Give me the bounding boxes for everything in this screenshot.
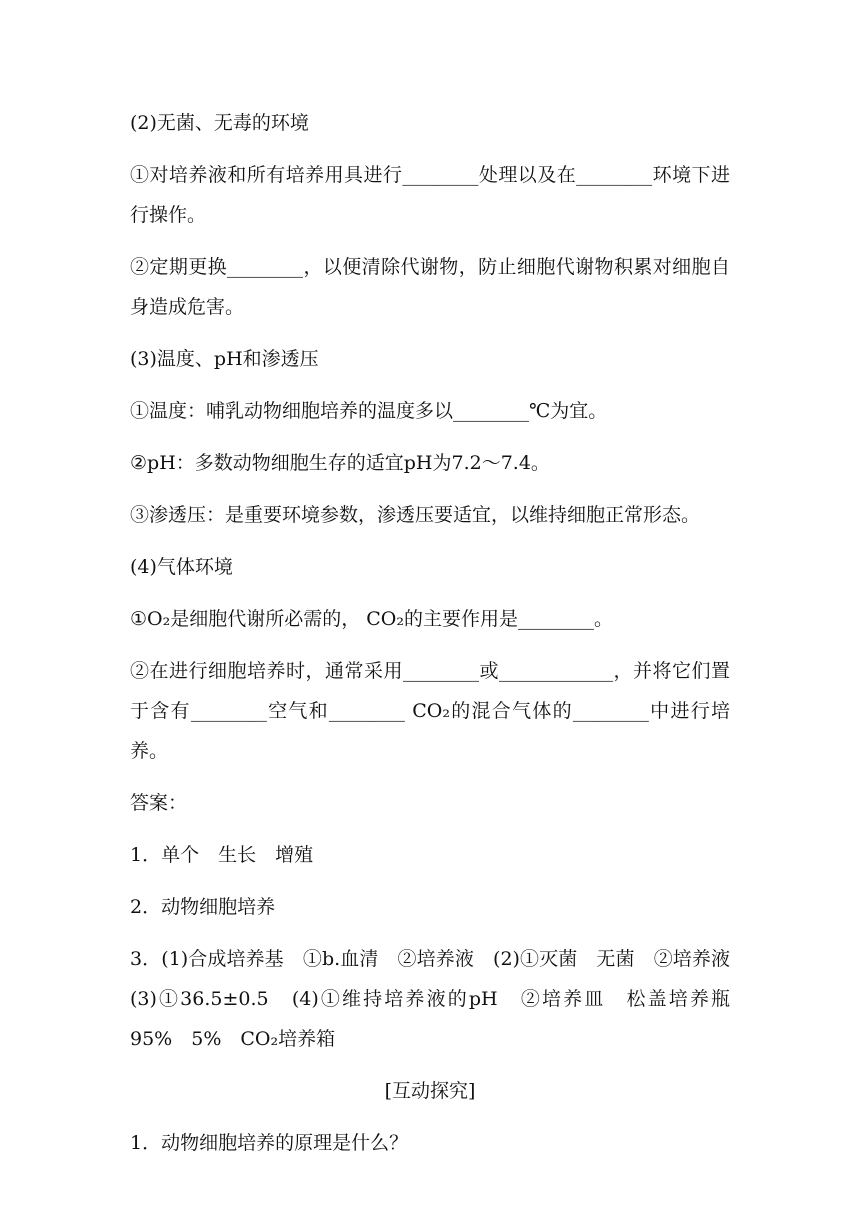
answer-label: 答案： [130,792,188,814]
section-title-interactive-inquiry: [互动探究] [384,1080,476,1102]
gas-item-1: ①O₂是细胞代谢所必需的， CO₂的主要作用是________。 [130,608,613,630]
answer-3: 3．(1)合成培养基 ①b.血清 ②培养液 (2)①灭菌 无菌 ②培养液 (3)①36.5±0.5 (4)①维持培养液的pH ②培养皿 松盖培养瓶 95% 5% CO₂培养箱 [130,948,750,1050]
section-heading-temperature-ph: (3)温度、pH和渗透压 [130,348,319,370]
ph-item: ②pH：多数动物细胞生存的适宜pH为7.2～7.4。 [130,452,550,474]
gas-item-2: ②在进行细胞培养时，通常采用________或____________，并将它们置于含有________空气和________ CO₂的混合气体的________中进行培养。 [130,660,730,762]
section-heading-sterile-environment: (2)无菌、无毒的环境 [130,112,309,134]
document-body [130,103,750,1175]
answer-1: 1．单个 生长 增殖 [130,844,314,866]
temperature-item: ①温度：哺乳动物细胞培养的温度多以________℃为宜。 [130,400,608,422]
sterile-item-2: ②定期更换________，以便清除代谢物，防止细胞代谢物积累对细胞自身造成危害。 [130,256,730,318]
answer-2: 2．动物细胞培养 [130,896,276,918]
osmotic-pressure-item: ③渗透压：是重要环境参数，渗透压要适宜，以维持细胞正常形态。 [130,504,701,526]
sterile-item-1: ①对培养液和所有培养用具进行________处理以及在________环境下进行操作。 [130,164,730,226]
section-heading-gas-environment: (4)气体环境 [130,556,233,578]
question-1: 1．动物细胞培养的原理是什么？ [130,1132,409,1154]
